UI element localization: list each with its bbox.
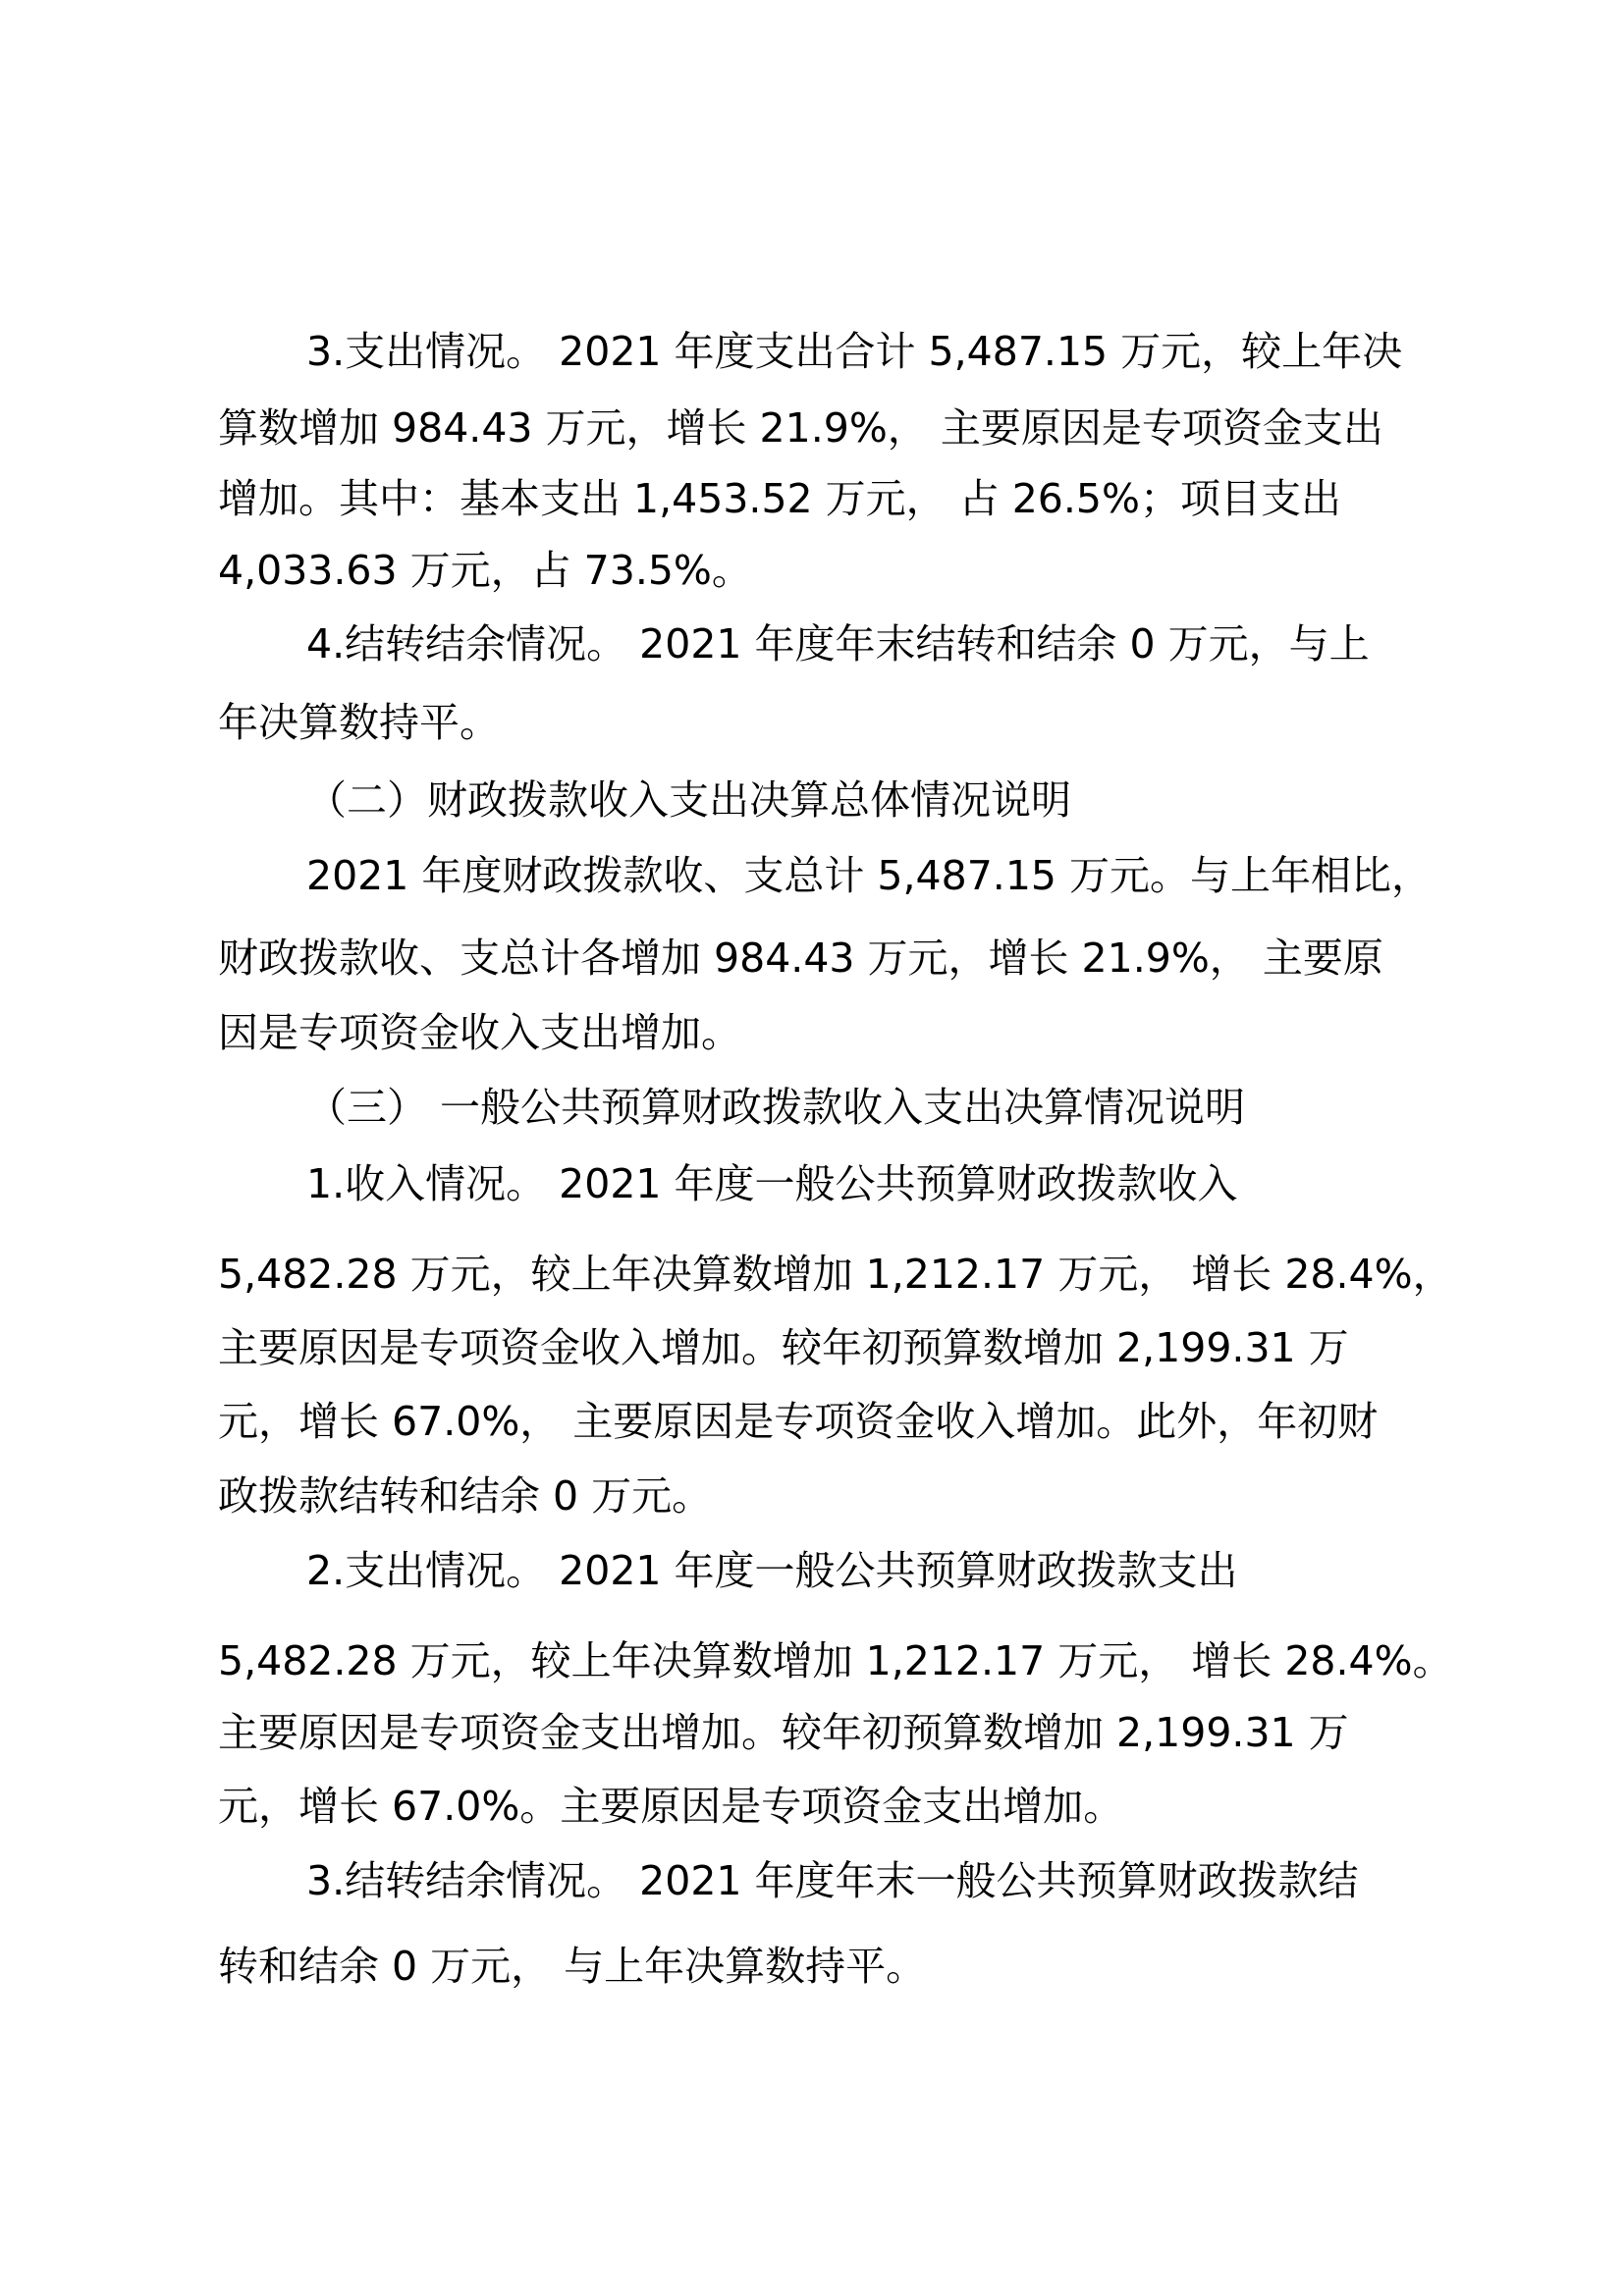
paragraph-line: 1.收入情况。 2021 年度一般公共预算财政拨款收入 xyxy=(306,1160,1238,1207)
paragraph-line: 主要原因是专项资金支出增加。较年初预算数增加 2,199.31 万 xyxy=(218,1709,1349,1756)
paragraph-line: 政拨款结转和结余 0 万元。 xyxy=(218,1472,713,1520)
section-heading: （三） 一般公共预算财政拨款收入支出决算情况说明 xyxy=(306,1084,1246,1131)
paragraph-line: 4.结转结余情况。 2021 年度年末结转和结余 0 万元，与上 xyxy=(306,620,1370,667)
paragraph-line: 5,482.28 万元，较上年决算数增加 1,212.17 万元， 增长 28.4%， xyxy=(218,1251,1453,1298)
paragraph-line: 元，增长 67.0%。主要原因是专项资金支出增加。 xyxy=(218,1783,1124,1830)
paragraph-line: 3.支出情况。 2021 年度支出合计 5,487.15 万元，较上年决 xyxy=(306,328,1403,375)
paragraph-line: 转和结余 0 万元， 与上年决算数持平。 xyxy=(218,1943,927,1990)
paragraph-line: 财政拨款收、支总计各增加 984.43 万元，增长 21.9%， 主要原 xyxy=(218,934,1383,982)
section-heading: （二）财政拨款收入支出决算总体情况说明 xyxy=(306,776,1071,824)
paragraph-line: 2021 年度财政拨款收、支总计 5,487.15 万元。与上年相比， xyxy=(306,852,1433,899)
paragraph-line: 增加。其中：基本支出 1,453.52 万元， 占 26.5%；项目支出 xyxy=(218,475,1341,522)
paragraph-line: 因是专项资金收入支出增加。 xyxy=(218,1009,741,1056)
paragraph-line: 4,033.63 万元，占 73.5%。 xyxy=(218,547,752,594)
paragraph-line: 元，增长 67.0%， 主要原因是专项资金收入增加。此外，年初财 xyxy=(218,1398,1379,1445)
paragraph-line: 主要原因是专项资金收入增加。较年初预算数增加 2,199.31 万 xyxy=(218,1324,1349,1371)
paragraph-line: 算数增加 984.43 万元，增长 21.9%， 主要原因是专项资金支出 xyxy=(218,404,1383,452)
paragraph-line: 年决算数持平。 xyxy=(218,699,500,746)
paragraph-line: 3.结转结余情况。 2021 年度年末一般公共预算财政拨款结 xyxy=(306,1857,1359,1904)
paragraph-line: 2.支出情况。 2021 年度一般公共预算财政拨款支出 xyxy=(306,1547,1238,1594)
paragraph-line: 5,482.28 万元，较上年决算数增加 1,212.17 万元， 增长 28.4%。 xyxy=(218,1637,1453,1684)
